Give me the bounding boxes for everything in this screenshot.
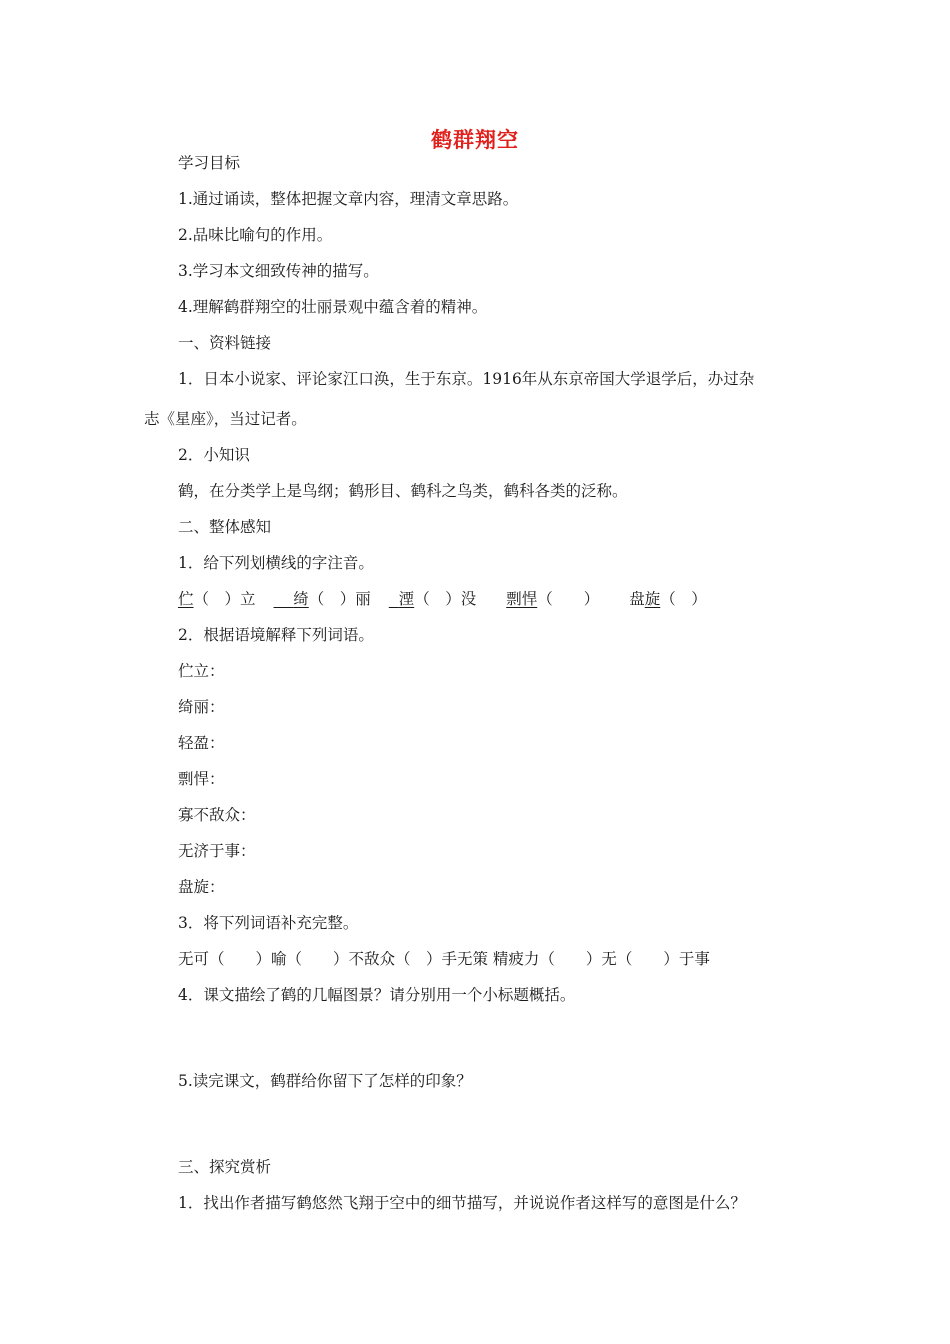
goal-2: 2.品味比喻句的作用。 xyxy=(178,226,333,244)
underlined-char: 伫 xyxy=(178,590,194,608)
blank-text: （ ） xyxy=(660,590,707,608)
question-4: 4．课文描绘了鹤的几幅图景？请分别用一个小标题概括。 xyxy=(178,986,576,1004)
underlined-char: 旋 xyxy=(644,590,661,608)
question-5: 5.读完课文，鹤群给你留下了怎样的印象？ xyxy=(178,1072,472,1090)
blank-text: （ ）没 xyxy=(414,590,477,608)
word-item: 绮丽： xyxy=(178,698,225,716)
info-paragraph-1b: 志《星座》，当过记者。 xyxy=(144,410,307,428)
blank-text: （ ） xyxy=(537,590,600,608)
word-item: 无济于事： xyxy=(178,842,256,860)
word-item: 轻盈： xyxy=(178,734,225,752)
goal-1: 1.通过诵读，整体把握文章内容，理清文章思路。 xyxy=(178,190,519,208)
plain-char: 盘 xyxy=(629,590,645,608)
question-2: 2．根据语境解释下列词语。 xyxy=(178,626,374,644)
word-item: 伫立： xyxy=(178,662,225,680)
goals-heading: 学习目标 xyxy=(178,154,241,172)
goal-4: 4.理解鹤群翔空的壮丽景观中蕴含着的精神。 xyxy=(178,298,488,316)
blank-text: （ ）立 xyxy=(193,590,256,608)
section-heading-2: 二、整体感知 xyxy=(178,518,272,536)
info-heading-2: 2．小知识 xyxy=(178,446,250,464)
info-paragraph-1a: 1．日本小说家、评论家江口涣，生于东京。1916年从东京帝国大学退学后，办过杂 xyxy=(178,370,755,388)
goal-3: 3.学习本文细致传神的描写。 xyxy=(178,262,379,280)
word-item: 盘旋： xyxy=(178,878,225,896)
underlined-char: 湮 xyxy=(398,590,415,608)
explore-question-1: 1．找出作者描写鹤悠然飞翔于空中的细节描写，并说说作者这样写的意图是什么？ xyxy=(178,1194,746,1212)
question-1: 1．给下列划横线的字注音。 xyxy=(178,554,374,572)
section-heading-1: 一、资料链接 xyxy=(178,334,272,352)
word-item: 寡不敌众： xyxy=(178,806,256,824)
page-title: 鹤群翔空 xyxy=(431,128,519,152)
underlined-char: 绮 xyxy=(293,590,309,608)
info-paragraph-2: 鹤，在分类学上是鸟纲；鹤形目、鹤科之鸟类，鹤科各类的泛称。 xyxy=(178,482,628,500)
phonetic-exercise-row xyxy=(178,589,707,609)
question-3: 3．将下列词语补充完整。 xyxy=(178,914,359,932)
section-heading-3: 三、探究赏析 xyxy=(178,1158,272,1176)
underlined-char: 剽悍 xyxy=(506,590,538,608)
word-item: 剽悍： xyxy=(178,770,225,788)
idiom-completion-row: 无可（ ）喻（ ）不敌众（ ）手无策 精疲力（ ）无（ ）于事 xyxy=(178,950,710,968)
blank-text: （ ）丽 xyxy=(308,590,371,608)
